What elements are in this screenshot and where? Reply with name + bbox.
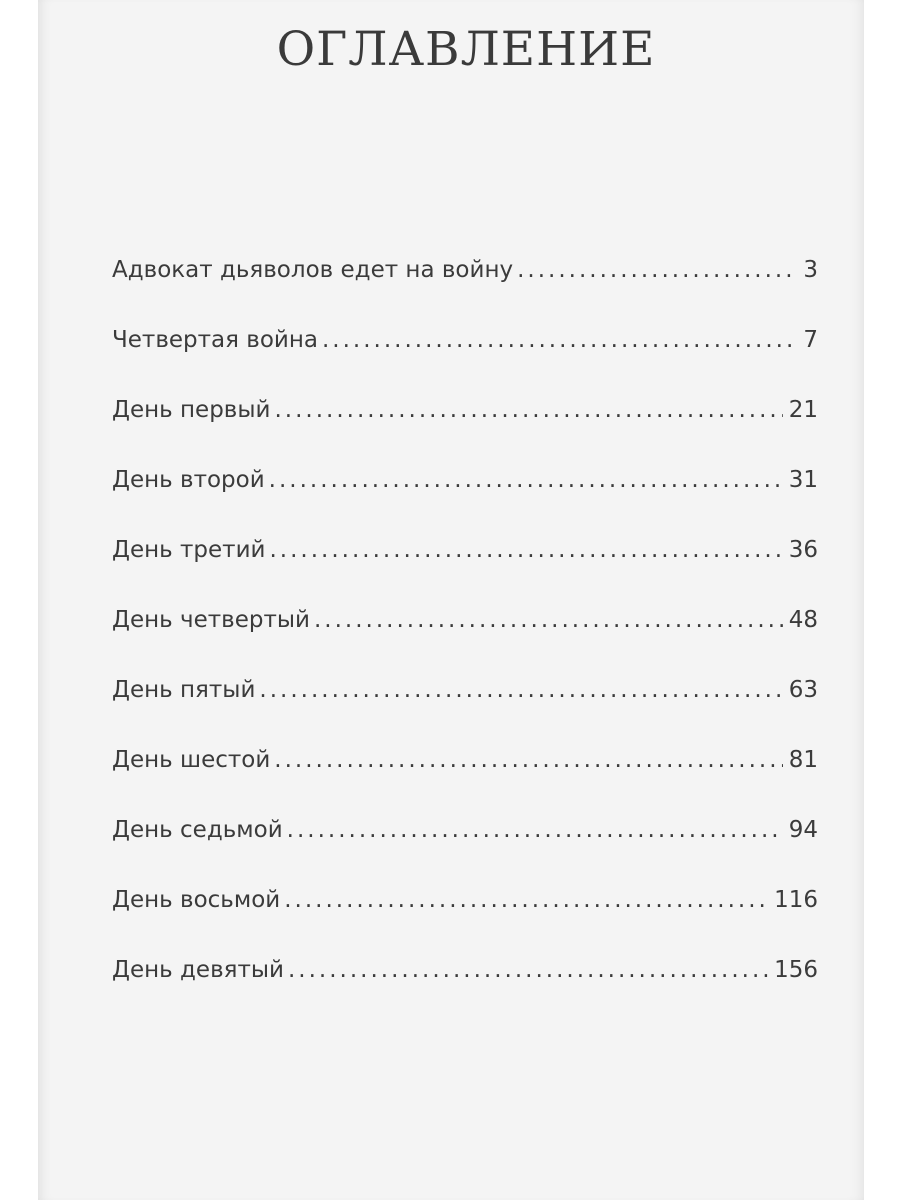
paper-sheet xyxy=(38,0,864,1200)
toc-entry xyxy=(112,524,818,594)
dot-leader xyxy=(259,664,782,716)
toc-entry-title: Адвокат дьяволов едет на войну xyxy=(112,257,514,283)
dot-leader xyxy=(287,804,783,856)
dot-leader xyxy=(517,244,797,296)
toc-entry xyxy=(112,244,818,314)
dot-leader xyxy=(274,734,782,786)
toc-entry-page: 63 xyxy=(788,677,818,703)
toc-entry xyxy=(112,804,818,874)
toc-entry-page: 116 xyxy=(774,887,818,913)
toc-entry-title: День седьмой xyxy=(112,817,283,843)
toc-entry-page: 94 xyxy=(788,817,818,843)
toc-entry-page: 7 xyxy=(803,327,818,353)
dot-leader xyxy=(269,454,783,506)
dot-leader xyxy=(288,944,768,996)
toc-entry-page: 21 xyxy=(788,397,818,423)
dot-leader xyxy=(274,384,782,436)
toc-entry-page: 81 xyxy=(788,747,818,773)
toc-entry xyxy=(112,664,818,734)
toc-entry-page: 156 xyxy=(774,957,818,983)
dot-leader xyxy=(314,594,783,646)
toc-entry xyxy=(112,734,818,804)
toc-entry xyxy=(112,944,818,1014)
toc-entry-page: 36 xyxy=(788,537,818,563)
table-of-contents xyxy=(112,244,818,1014)
toc-entry xyxy=(112,874,818,944)
toc-entry xyxy=(112,454,818,524)
toc-entry xyxy=(112,594,818,664)
toc-entry-title: День четвертый xyxy=(112,607,310,633)
dot-leader xyxy=(322,314,797,366)
toc-entry-page: 48 xyxy=(788,607,818,633)
toc-entry-title: День второй xyxy=(112,467,265,493)
toc-entry-title: День третий xyxy=(112,537,266,563)
toc-entry xyxy=(112,384,818,454)
page-title: ОГЛАВЛЕНИЕ xyxy=(276,22,656,77)
toc-entry-title: День первый xyxy=(112,397,271,423)
dot-leader xyxy=(269,524,782,576)
toc-entry-page: 31 xyxy=(788,467,818,493)
toc-entry-page: 3 xyxy=(803,257,818,283)
toc-entry-title: День восьмой xyxy=(112,887,281,913)
toc-entry-title: Четвертая война xyxy=(112,327,318,353)
toc-entry-title: День пятый xyxy=(112,677,256,703)
toc-entry-title: День шестой xyxy=(112,747,271,773)
toc-entry xyxy=(112,314,818,384)
dot-leader xyxy=(284,874,768,926)
toc-entry-title: День девятый xyxy=(112,957,284,983)
